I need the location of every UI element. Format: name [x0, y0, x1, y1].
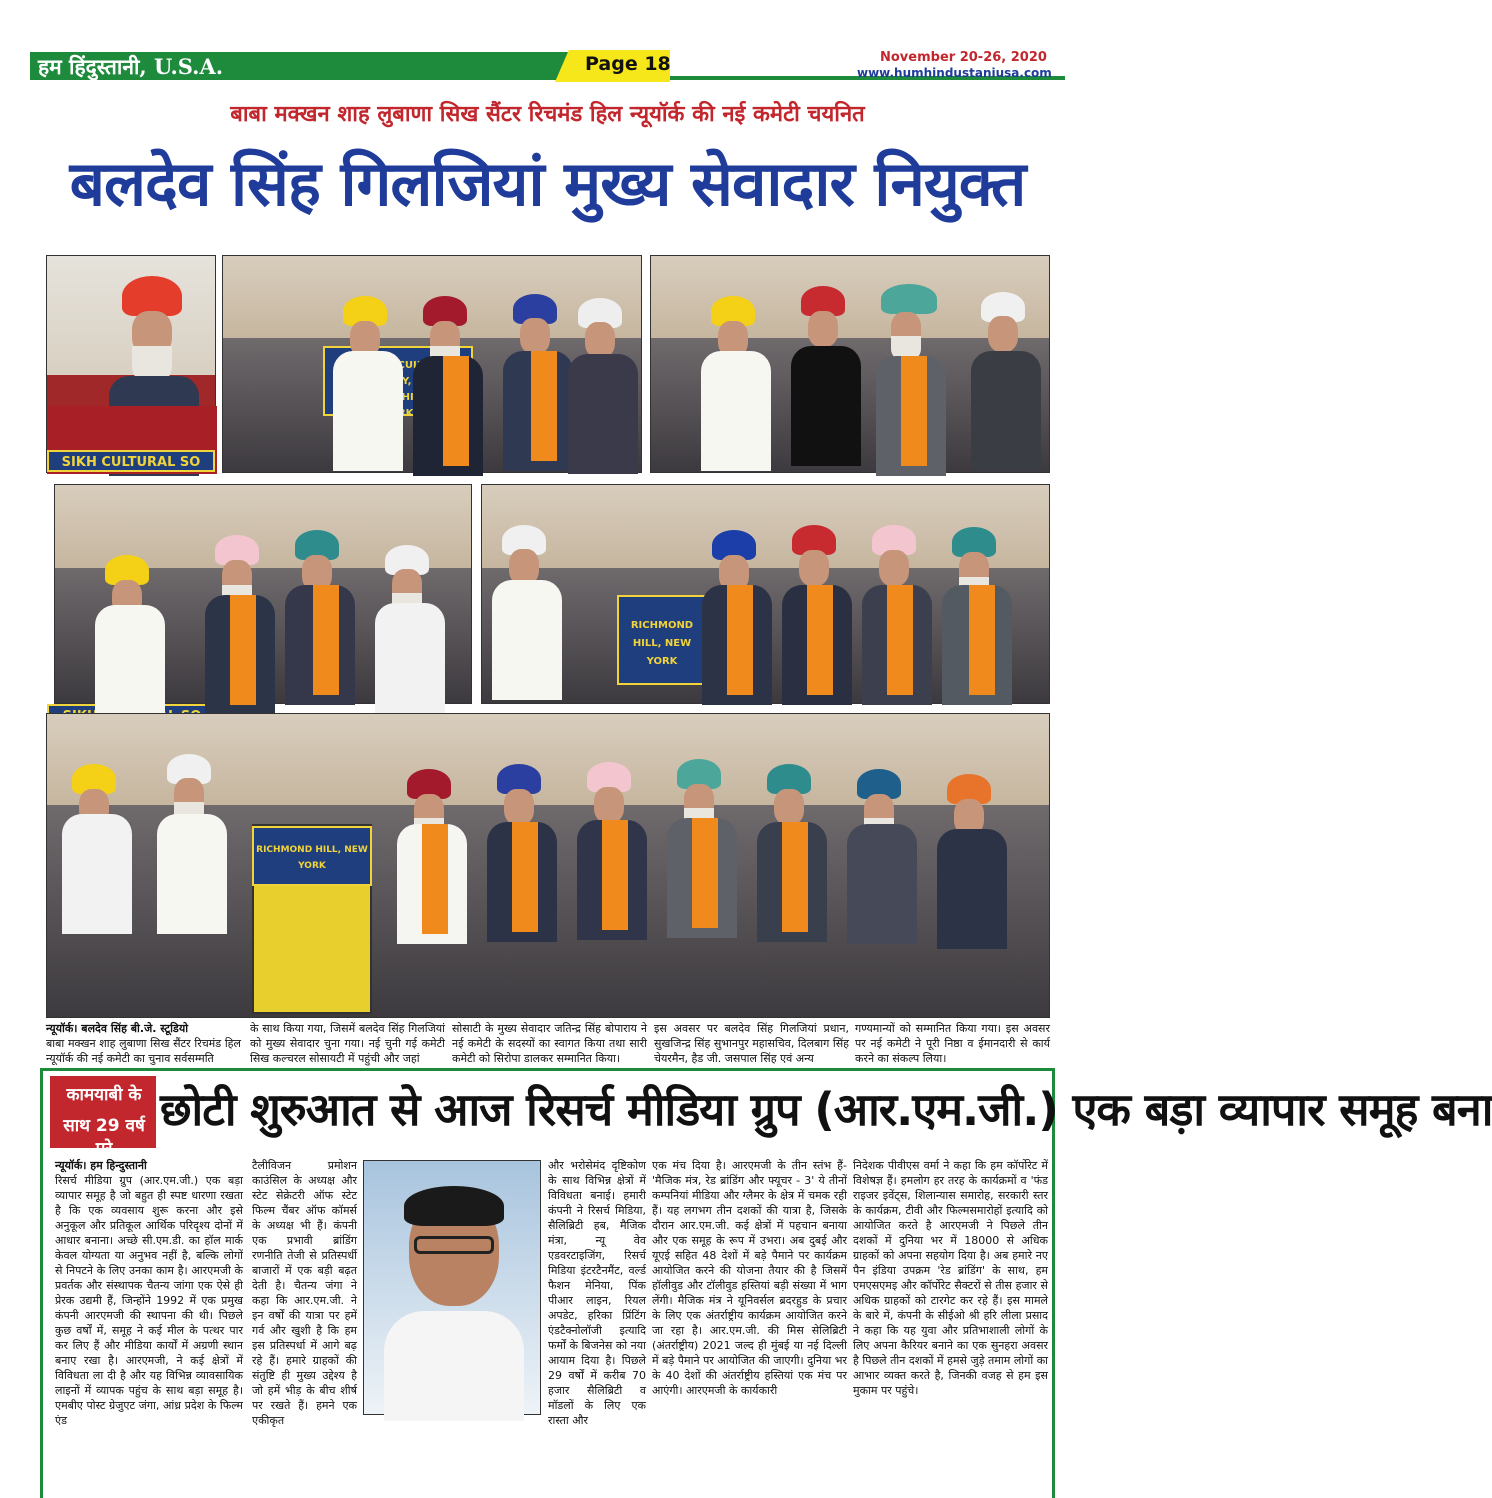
- story-headline: छोटी शुरुआत से आज रिसर्च मीडिया ग्रुप (आर.एम.जी.) एक बड़ा व्यापार समूह बना: [160, 1083, 1492, 1136]
- story-byline: न्यूयॉर्क। हम हिन्दुस्तानी: [55, 1159, 147, 1172]
- podium-banner-location: RICHMOND HILL, NEW YORK: [630, 620, 694, 667]
- newspaper-name: हम हिंदुस्तानी, U.S.A.: [38, 54, 224, 79]
- photo-banner-society: SIKH CULTURAL SO: [47, 450, 215, 472]
- caption-col-4: इस अवसर पर बलदेव सिंह गिलजियां प्रधान, सुखजिन्द्र सिंह सुभानपुर महासचिव, दिलबाग सिंह चेयरमैन, हैड जी. जसपाल सिंह एवं अन्य: [654, 1022, 849, 1065]
- photo-siropa-ceremony: [650, 255, 1050, 473]
- story-col-4: एक मंच दिया है। आरएमजी के तीन स्तंभ हैं-'मैजिक मंत्र, रेड ब्रांडिंग और फ्यूचर - 3' ये तीनों कम्पनियां मीडिया और ग्लैमर के क्षेत्र में चमक रही हैं। यह लगभग तीन दशकों की यात्रा है, जिसके दौरान आर.एम.जी. कई क्षेत्रों में पहचान बनाया और एक समूह के रूप में उभरा। अब दुबई और यूएई सहित 48 देशों में बड़े पैमाने पर कार्यक्रम आयोजित करने की योजना तैयार की है जिसमें हॉलीवुड और टॉलीवुड हस्तियां बड़ी संख्या में भाग लेंगी। मैजिक मंत्र ने यूनिवर्सल ब्रदरहुड के प्रचार के लिए एक अंतर्राष्ट्रीय कार्यक्रम आयोजित करने जा रहा है। आर.एम.जी. की मिस सेलिब्रिटी (अंतर्राष्ट्रीय) 2021 जल्द ही मुंबई या नई दिल्ली में बड़े पैमाने पर आयोजित की जाएगी। दुनिया भर के 40 देशों की अंतर्राष्ट्रीय हस्तियां एक मंच पर आएंगी। आरएमजी के कार्यकारी: [652, 1159, 847, 1397]
- story-col-3: और भरोसेमंद दृष्टिकोण के साथ विभिन्न क्षेत्रों में विविधता बनाई। हमारी कंपनी ने रिसर्च मिडिया, सैलिब्रिटी हब, मैजिक मंत्रा, न्यू वेव एडवरटाइजिंग, रिसर्च मिडिया इंटरटैनमैंट, वर्ल्ड फैशन मेनिया, पिंक पीआर लाइन, रियल अपडेट, हरिका प्रिंटिंग एंडटैक्नोलॉजी इत्यादि फर्मों के बिजनेस को नया आयाम दिया है। पिछले 29 वर्षों में करीब 70 हजार सैलिब्रिटी व मॉडलों के लिए एक रास्ता और: [548, 1159, 646, 1427]
- page-number: Page 18: [585, 53, 671, 75]
- portrait-shirt: [384, 1311, 524, 1421]
- badge-line-1: कामयाबी के: [66, 1085, 142, 1105]
- story-text-1: रिसर्च मीडिया ग्रुप (आर.एम.जी.) एक बड़ा व्यापार समूह है जो बहुत ही स्पष्ट धारणा रखता है कि एक व्यवसाय शुरू करना और इसे अनुकूल और प्रतिकूल आर्थिक परिदृश्य दोनों में आधार बनाना। अच्छे सी.एम.डी. का हॉल मार्क केवल योग्यता या अनुभव नहीं है, बल्कि लोगों से निपटने के लिए उनका काम है। आरएमजी के प्रवर्तक और संस्थापक चैतन्य जांगा एक ऐसे ही प्रेरक उद्यमी हैं, जिन्होंने 1992 में एक प्रमुख कंपनी आरएमजी की स्थापना की थी। पिछले कुछ वर्षों में, समूह ने कई मील के पत्थर पार कर लिए हैं और मीडिया कार्यों में अग्रणी स्थान बनाए रखा है। आरएमजी, ने कई क्षेत्रों में विविधता ला दी है और यह विभिन्न व्यावसायिक लाइनों में व्यापक पहुंच के साथ बड़ा समूह है। एमबीए पोस्ट ग्रेजुएट जंगा, आंध्र प्रदेश के फिल्म एंड: [55, 1174, 243, 1427]
- group-podium-banner: [252, 826, 372, 886]
- portrait-hair: [404, 1186, 504, 1226]
- photo-group: [46, 713, 1050, 1018]
- badge-line-2: साथ 29 वर्ष पूरे: [63, 1116, 145, 1159]
- caption-byline: न्यूयॉर्क। बलदेव सिंह बी.जे. स्टूडियो: [46, 1022, 189, 1035]
- group-podium-banner-location: RICHMOND HILL, NEW YORK: [256, 845, 368, 871]
- podium-banner: [617, 595, 707, 685]
- story-col-2: टैलीविजन प्रमोशन काउंसिल के अध्यक्ष और स्टेट सेक्रेटरी ऑफ स्टेट फिल्म चैंबर ऑफ कॉमर्स के अध्यक्ष भी हैं। कंपनी एक प्रभावी ब्रांडिंग रणनीति तेजी से प्रतिस्पर्धी बाजारों में एक बड़ी बढ़त देती है। चैतन्य जंगा ने कहा कि आर.एम.जी. ने इन वर्षों की यात्रा पर हमें गर्व और खुशी है कि हम इस प्रतिस्पर्धा में आगे बढ़ रहे हैं। हमारे ग्राहकों की संतुष्टि ही मुख्य उद्देश्य है जो हमें भीड़ के बीच शीर्ष पर रखते हैं। हमने एक एकीकृत: [252, 1159, 357, 1427]
- article-kicker: बाबा मक्खन शाह लुबाणा सिख सैंटर रिचमंड हिल न्यूयॉर्क की नई कमेटी चयनित: [230, 102, 865, 127]
- issue-date: November 20-26, 2020: [880, 50, 1047, 65]
- photo-speaker-at-podium: [46, 255, 216, 473]
- photo-committee-members: [481, 484, 1050, 704]
- caption-text-1: बाबा मक्खन शाह लुबाणा सिख सैंटर रिचमंड हिल न्यूयॉर्क की नई कमेटी का चुनाव सर्वसम्मति: [46, 1037, 241, 1065]
- caption-col-5: गण्यमान्यों को सम्मानित किया गया। इस अवसर पर नई कमेटी ने पूरी निष्ठा व ईमानदारी से कार्य करने का संकल्प लिया।: [855, 1022, 1050, 1065]
- website-link[interactable]: www.humhindustaniusa.com: [857, 66, 1052, 80]
- caption-col-3: सोसाटी के मुख्य सेवादार जतिन्द्र सिंह बोपाराय ने नई कमेटी के सदस्यों का स्वागत किया तथा सारी कमेटी को सिरोपा डालकर सम्मानित किया।: [452, 1022, 647, 1065]
- article-headline: बलदेव सिंह गिलजियां मुख्य सेवादार नियुक्त: [69, 147, 1026, 220]
- photo-committee-honor: [54, 484, 472, 704]
- caption-col-1: [46, 1021, 241, 1066]
- portrait-glasses: [414, 1236, 494, 1254]
- portrait-photo: [363, 1160, 541, 1415]
- photo-welcome-ceremony: [222, 255, 642, 473]
- story-col-1: [55, 1158, 243, 1428]
- story-col-5: निदेशक पीवीएस वर्मा ने कहा कि हम कॉर्पोरेट में विशेषज्ञ हैं। हमलोग हर तरह के कार्यक्रमों व 'फंड राइजर इवेंट्स, शिलान्यास समारोह, सरकारी स्तर के कार्यक्रम, टीवी और फिल्मसमारोहों इत्यादि को आयोजित करते है आरएमजी ने पिछले तीन दशकों में दुनिया भर में 18000 से अधिक ग्राहकों को अपना सहयोग दिया है। अब हमारे नए पैन इंडिया उपक्रम 'रेड ब्रांडिंग' के साथ, हम एमएसएमइ और कॉर्पोरेट सैक्टरों से तीस हजार से अधिक ग्राहकों को टारगेट कर रहे हैं। इस मामले के बारे में, कंपनी के सीईओ श्री हरि लीला प्रसाद ने कहा कि यह युवा और प्रतिभाशाली लोगों के लिए अपना कैरियर बनाने का एक सुनहरा अवसर है पिछले तीन दशकों में हमसे जुड़े तमाम लोगों का आभार व्यक्त करते है, जिनकी वजह से हम इस मुकाम पर पहुंचे।: [853, 1159, 1048, 1397]
- caption-col-2: के साथ किया गया, जिसमें बलदेव सिंह गिलजियां को मुख्य सेवादार चुना गया। नई चुनी गई कमेटी सिख कल्चरल सोसायटी में पहुंची और जहां: [250, 1022, 445, 1065]
